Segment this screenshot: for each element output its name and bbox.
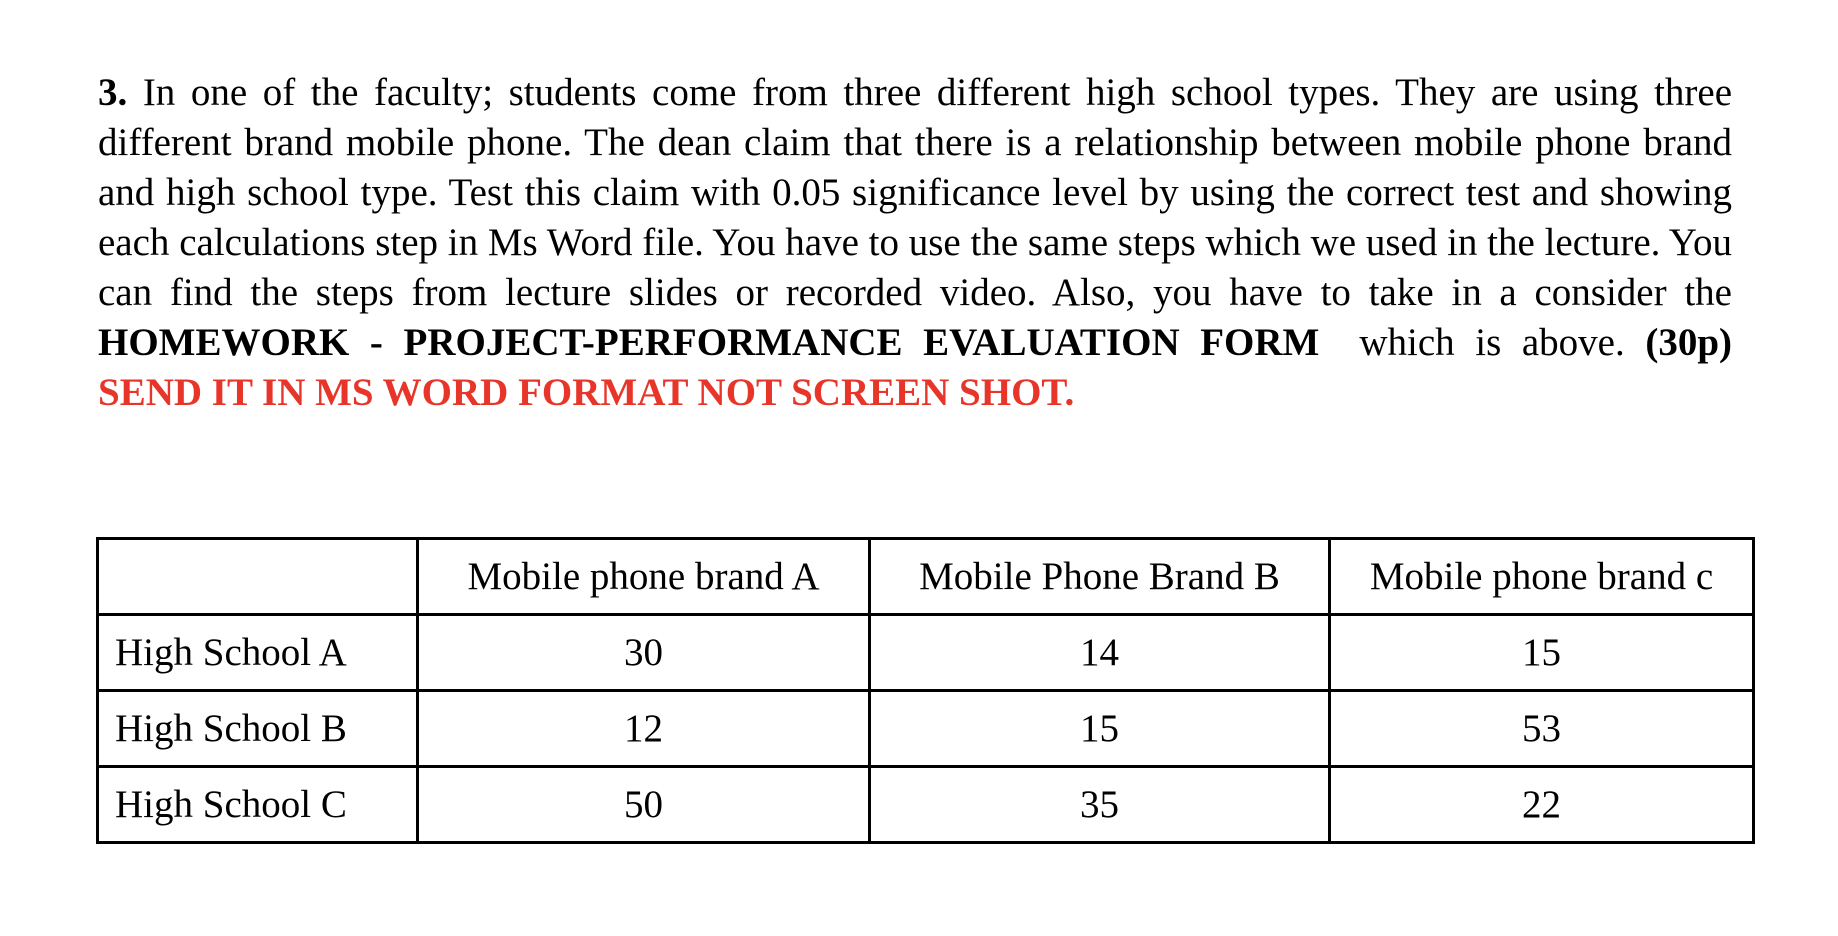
- table-row: [98, 691, 1754, 767]
- table-cell: 14: [870, 615, 1330, 691]
- row-label: High School B: [98, 691, 418, 767]
- row-label: High School C: [98, 767, 418, 843]
- table-cell: 15: [1330, 615, 1754, 691]
- question-text: [98, 68, 1732, 418]
- question-number: 3.: [98, 71, 128, 114]
- table-header-row: [98, 539, 1754, 615]
- question-points: (30p): [1645, 321, 1732, 364]
- evaluation-form-name: HOMEWORK - PROJECT-PERFORMANCE EVALUATION FORM: [98, 321, 1320, 364]
- table-row: [98, 767, 1754, 843]
- table-cell: 12: [418, 691, 870, 767]
- submission-note: SEND IT IN MS WORD FORMAT NOT SCREEN SHOT.: [98, 371, 1075, 414]
- table-cell: 35: [870, 767, 1330, 843]
- column-header: Mobile Phone Brand B: [870, 539, 1330, 615]
- table-cell: 22: [1330, 767, 1754, 843]
- table-cell: 30: [418, 615, 870, 691]
- table-cell: 53: [1330, 691, 1754, 767]
- column-header: Mobile phone brand A: [418, 539, 870, 615]
- table-corner-cell: [98, 539, 418, 615]
- table-row: [98, 615, 1754, 691]
- table-cell: 50: [418, 767, 870, 843]
- row-label: High School A: [98, 615, 418, 691]
- question-after-form: which is above.: [1359, 321, 1625, 364]
- contingency-table: [96, 537, 1755, 844]
- question-body: In one of the faculty; students come from three different high school types. They are using three different brand mobile phone. The dean claim that there is a relationship between mobile phone brand and high school type. Test this claim with 0.05 significance level by using the correct test and showing each calculations step in Ms Word file. You have to use the same steps which we used in the lecture. You can find the steps from lecture slides or recorded video. Also, you have to take in a consider the: [98, 71, 1733, 314]
- table-cell: 15: [870, 691, 1330, 767]
- column-header: Mobile phone brand c: [1330, 539, 1754, 615]
